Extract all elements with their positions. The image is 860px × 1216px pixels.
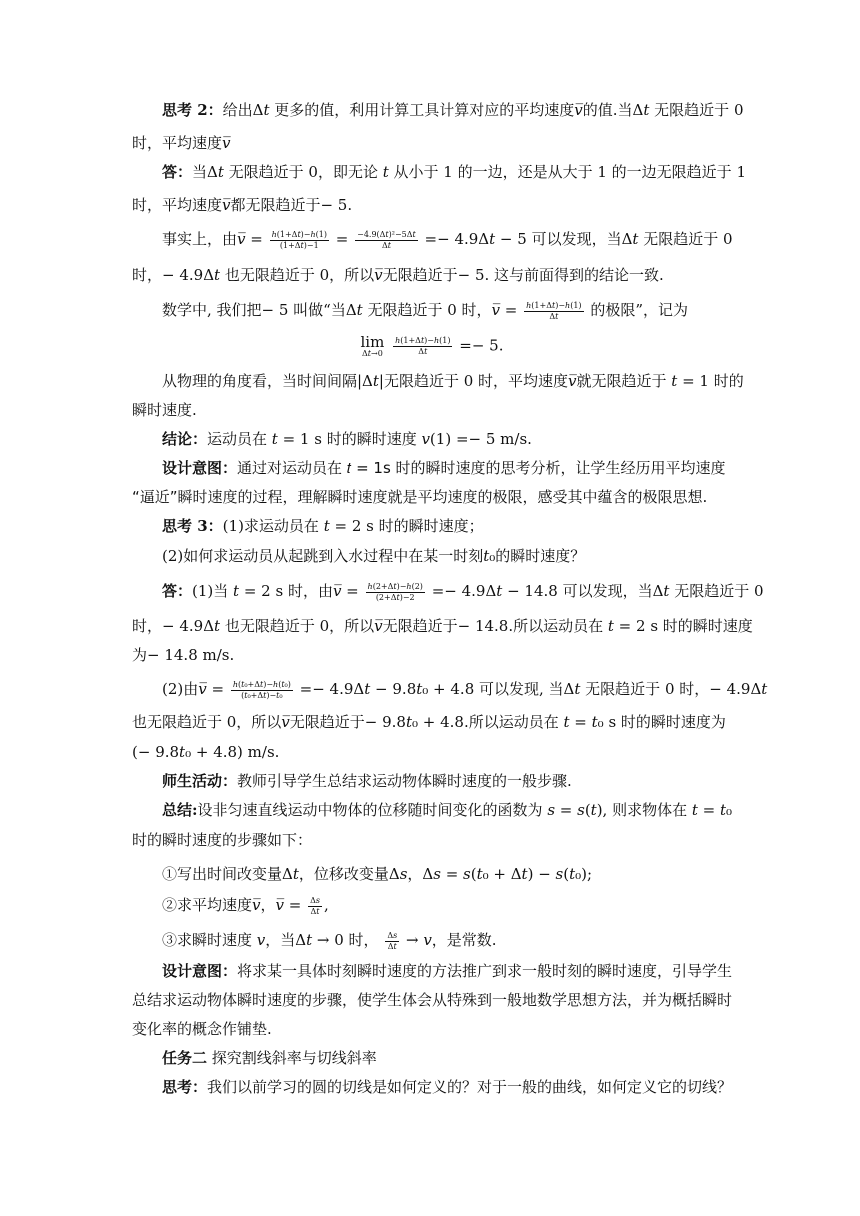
text-line: 通过对运动员在 𝑡 = 1s 时的瞬时速度的思考分析，让学生经历用平均速度 xyxy=(237,459,726,477)
heading-design-intent: 设计意图： xyxy=(162,962,238,980)
fraction-numerator: Δ𝑠 xyxy=(310,895,320,905)
text-span: , xyxy=(323,896,329,914)
section-heading-task2 xyxy=(162,1049,377,1067)
fraction xyxy=(393,337,452,356)
step-2 xyxy=(162,896,329,914)
fraction xyxy=(366,583,425,602)
heading-summary: 总结: xyxy=(162,801,198,819)
text-span: = xyxy=(335,230,349,248)
fraction xyxy=(385,932,399,951)
text-span: =− 4.9Δ𝑡 − 5 可以发现，当Δ𝑡 无限趋近于 0 xyxy=(424,230,733,248)
text-line: 瞬时速度. xyxy=(132,401,197,419)
text-line: (− 9.8𝑡₀ + 4.8) m/s. xyxy=(132,743,280,761)
heading-design-intent: 设计意图： xyxy=(162,459,238,477)
formula-line xyxy=(162,301,688,319)
paragraph-think3 xyxy=(162,517,484,535)
heading-think: 思考： xyxy=(162,1078,208,1096)
fraction-numerator: ℎ(2+Δ𝑡)−ℎ(2) xyxy=(367,581,423,591)
text-span: → 𝑣，是常数. xyxy=(405,931,497,949)
fraction-denominator: Δ𝑡 xyxy=(418,347,428,356)
text-line: 从物理的角度看，当时间间隔|Δ𝑡|无限趋近于 0 时，平均速度𝑣̅就无限趋近于 𝑡 = 1 时的 xyxy=(162,372,744,390)
text-line: 变化率的概念作铺垫. xyxy=(132,1020,272,1038)
fraction-denominator: Δ𝑡 xyxy=(310,906,320,916)
fraction xyxy=(524,302,583,321)
fraction xyxy=(231,681,293,700)
task-title: 探究割线斜率与切线斜率 xyxy=(207,1049,377,1067)
text-line: 当Δ𝑡 无限趋近于 0，即无论 𝑡 从小于 1 的一边，还是从大于 1 的一边无限趋近于 1 xyxy=(192,163,746,181)
fraction-numerator: Δ𝑠 xyxy=(387,930,398,940)
paragraph-think4 xyxy=(162,1078,732,1096)
text-span: ②求平均速度𝑣̅，𝑣̅ = xyxy=(162,896,302,914)
fraction-numerator: −4.9(Δ𝑡)²−5Δ𝑡 xyxy=(357,229,416,239)
paragraph-summary xyxy=(162,801,732,819)
text-line: 将求某一具体时刻瞬时速度的方法推广到求一般时刻的瞬时速度，引导学生 xyxy=(237,962,733,980)
heading-answer: 答： xyxy=(162,582,193,600)
limit-subscript: Δ𝑡→0 xyxy=(362,349,383,358)
text-line: “逼近”瞬时速度的过程，理解瞬时速度就是平均速度的极限，感受其中蕴含的极限思想. xyxy=(132,488,708,506)
fraction xyxy=(308,897,322,916)
limit-operator xyxy=(361,335,385,358)
text-line: 时，平均速度𝑣̅ xyxy=(132,134,231,152)
text-line: 教师引导学生总结求运动物体瞬时速度的一般步骤. xyxy=(237,772,572,790)
fraction-denominator: Δ𝑡 xyxy=(381,240,391,250)
formula-line xyxy=(162,582,764,600)
heading-answer: 答： xyxy=(162,163,193,181)
fraction xyxy=(270,231,329,250)
text-line: (2)如何求运动员从起跳到入水过程中在某一时刻𝑡₀的瞬时速度？ xyxy=(162,547,586,565)
text-line: 时的瞬时速度的步骤如下： xyxy=(132,831,313,849)
fraction-denominator: Δ𝑡 xyxy=(549,311,559,321)
heading-think3: 思考 3： xyxy=(162,517,223,535)
limit-label: lim xyxy=(360,333,385,351)
text-line: (1)求运动员在 𝑡 = 2 s 时的瞬时速度； xyxy=(222,517,484,535)
fraction-numerator: ℎ(𝑡₀+Δ𝑡)−ℎ(𝑡₀) xyxy=(232,679,291,689)
text-line: 也无限趋近于 0，所以𝑣̅无限趋近于− 9.8𝑡₀ + 4.8.所以运动员在 𝑡 = 𝑡₀ s 时的瞬时速度为 xyxy=(132,713,726,731)
paragraph-design-intent1 xyxy=(162,459,726,477)
limit-formula xyxy=(132,335,732,361)
fraction-denominator: (1+Δ𝑡)−1 xyxy=(279,240,319,250)
text-line: 我们以前学习的圆的切线是如何定义的？对于一般的曲线，如何定义它的切线？ xyxy=(207,1078,733,1096)
step-1: ①写出时间改变量Δ𝑡，位移改变量Δ𝑠，Δ𝑠 = 𝑠(𝑡₀ + Δ𝑡) − 𝑠(𝑡₀); xyxy=(162,865,593,883)
fraction-numerator: ℎ(1+Δ𝑡)−ℎ(1) xyxy=(271,229,327,239)
text-span: =− 4.9Δ𝑡 − 9.8𝑡₀ + 4.8 可以发现, 当Δ𝑡 无限趋近于 0 时，− 4.9Δ𝑡 xyxy=(299,680,768,698)
text-line: 时，− 4.9Δ𝑡 也无限趋近于 0，所以𝑣̅无限趋近于− 5. 这与前面得到的结论一致. xyxy=(132,266,664,284)
text-line: 时，− 4.9Δ𝑡 也无限趋近于 0，所以𝑣̅无限趋近于− 14.8.所以运动员在 𝑡 = 2 s 时的瞬时速度 xyxy=(132,617,753,635)
text-span: (2)由𝑣̅ = xyxy=(162,680,225,698)
paragraph-think2 xyxy=(162,101,744,119)
fraction-denominator: (2+Δ𝑡)−2 xyxy=(375,592,415,602)
fraction-denominator: (𝑡₀+Δ𝑡)−𝑡₀ xyxy=(241,690,283,700)
task-label: 任务二 xyxy=(162,1049,208,1067)
paragraph-conclusion xyxy=(162,430,532,448)
step-3 xyxy=(162,931,497,949)
heading-conclusion: 结论： xyxy=(162,430,208,448)
text-line: 给出Δ𝑡 更多的值，利用计算工具计算对应的平均速度𝑣̅的值.当Δ𝑡 无限趋近于 0 xyxy=(222,101,744,119)
heading-activity: 师生活动： xyxy=(162,772,238,790)
paragraph-activity xyxy=(162,772,572,790)
text-span: =− 5. xyxy=(459,336,504,355)
formula-line xyxy=(162,680,767,698)
fraction-denominator: Δ𝑡 xyxy=(387,941,397,951)
fraction-numerator: ℎ(1+Δ𝑡)−ℎ(1) xyxy=(395,336,451,345)
fraction xyxy=(355,231,418,250)
paragraph-answer1 xyxy=(162,163,746,181)
text-span: (1)当 𝑡 = 2 s 时，由𝑣̅ = xyxy=(192,582,359,600)
fraction-numerator: ℎ(1+Δ𝑡)−ℎ(1) xyxy=(526,300,582,310)
text-span: =− 4.9Δ𝑡 − 14.8 可以发现，当Δ𝑡 无限趋近于 0 xyxy=(431,582,764,600)
text-line: 时，平均速度𝑣̅都无限趋近于− 5. xyxy=(132,196,353,214)
text-line: 运动员在 𝑡 = 1 s 时的瞬时速度 𝑣(1) =− 5 m/s. xyxy=(207,430,532,448)
text-line: 设非匀速直线运动中物体的位移随时间变化的函数为 𝑠 = 𝑠(𝑡), 则求物体在 𝑡 = 𝑡₀ xyxy=(197,801,733,819)
heading-think2: 思考 2： xyxy=(162,101,223,119)
formula-line xyxy=(162,230,733,248)
text-span: ③求瞬时速度 𝑣，当Δ𝑡 → 0 时， xyxy=(162,931,379,949)
text-span: 数学中, 我们把− 5 叫做“当Δ𝑡 无限趋近于 0 时，𝑣̅ = xyxy=(162,301,518,319)
text-span: 的极限”，记为 xyxy=(590,301,688,319)
text-line: 总结求运动物体瞬时速度的步骤，使学生体会从特殊到一般地数学思想方法，并为概括瞬时 xyxy=(132,991,733,1009)
paragraph-design-intent2 xyxy=(162,962,732,980)
text-line: 为− 14.8 m/s. xyxy=(132,646,235,664)
text-span: 事实上，由𝑣̅ = xyxy=(162,230,263,248)
